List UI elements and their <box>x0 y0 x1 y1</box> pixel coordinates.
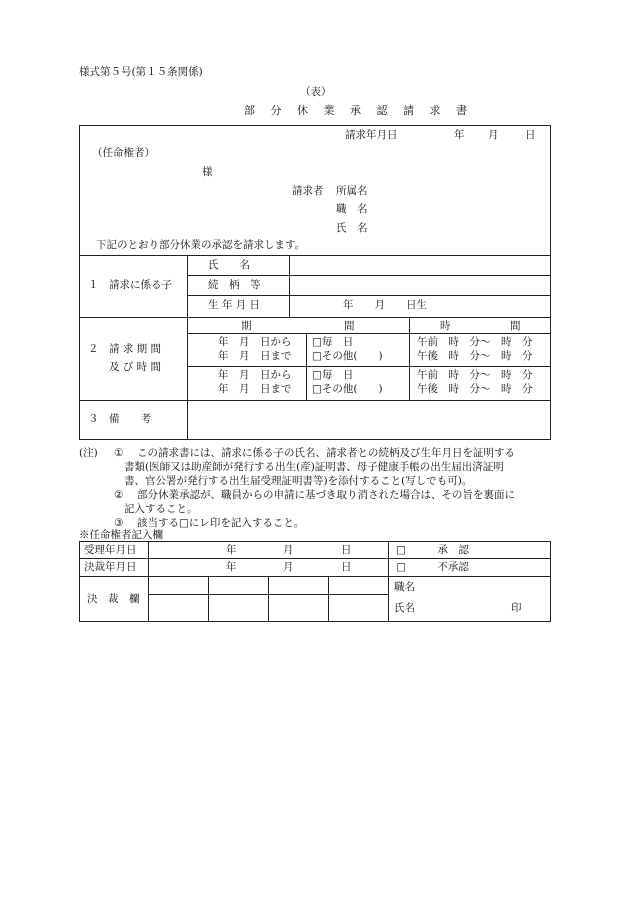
row1-until[interactable]: 年 月 日まで <box>218 350 292 362</box>
row2-am-time[interactable]: 午前 時 分～ 時 分 <box>417 369 533 381</box>
request-date-year[interactable]: 年 <box>454 129 465 141</box>
sec2-col-kan: 間 <box>344 320 355 332</box>
row1-from[interactable]: 年 月 日から <box>218 336 292 348</box>
sec1-name-label: 氏 名 <box>208 259 250 271</box>
requester-label: 請求者 <box>292 185 324 197</box>
side-label: （表） <box>300 86 332 98</box>
appointer-table <box>79 541 551 622</box>
sama-label: 様 <box>202 166 213 178</box>
sec2-col-time: 時 <box>440 320 451 332</box>
row2-pm-time[interactable]: 午後 時 分～ 時 分 <box>417 383 533 395</box>
note2-line1: 部分休業承認が、職員からの申請に基づき取り消された場合は、その旨を裏面に <box>137 489 515 501</box>
request-date-day[interactable]: 日 <box>525 129 536 141</box>
approver-name-label: 氏名 <box>394 602 415 614</box>
note2-line2: 記入すること。 <box>124 503 198 515</box>
appointer-label: （任命権者） <box>92 147 155 159</box>
note1-line1: この請求書には、請求に係る子の氏名、請求者との続柄及び生年月日を証明する <box>137 447 515 459</box>
note3-mark: ③ <box>114 517 124 529</box>
sec1-birth-value[interactable]: 年 月 日生 <box>343 299 427 311</box>
appointer-heading: ※任命権者記入欄 <box>79 529 163 541</box>
sec3-label: ３ 備 考 <box>88 413 151 425</box>
note3-line1: 該当する□にレ印を記入すること。 <box>137 517 305 529</box>
row1-pm-time[interactable]: 午後 時 分～ 時 分 <box>417 350 533 362</box>
note1-line3: 書、官公署が発行する出生届受理証明書等)を添付すること(写しでも可)。 <box>124 475 473 487</box>
request-date-month[interactable]: 月 <box>488 129 499 141</box>
form-number: 様式第５号(第１５条関係) <box>79 66 203 78</box>
decided-month[interactable]: 月 <box>283 561 294 573</box>
row1-am-time[interactable]: 午前 時 分～ 時 分 <box>417 336 533 348</box>
decided-year[interactable]: 年 <box>226 561 237 573</box>
statement-text: 下記のとおり部分休業の承認を請求します。 <box>96 239 306 251</box>
note2-mark: ② <box>114 489 124 501</box>
note1-mark: ① <box>114 447 124 459</box>
received-month[interactable]: 月 <box>283 544 294 556</box>
row1-daily-checkbox[interactable]: □毎 日 <box>312 336 354 348</box>
notes-prefix: (注) <box>79 447 98 459</box>
name-label: 氏 名 <box>336 222 368 234</box>
received-day[interactable]: 日 <box>341 544 352 556</box>
row1-other-checkbox[interactable]: □その他( ) <box>312 350 383 362</box>
row2-daily-checkbox[interactable]: □毎 日 <box>312 369 354 381</box>
received-date-label: 受理年月日 <box>84 544 137 556</box>
row2-from[interactable]: 年 月 日から <box>218 369 292 381</box>
approval-column-label: 決 裁 欄 <box>87 593 140 605</box>
sec2-col-time2: 間 <box>510 320 521 332</box>
sec2-label-2: 及 び 時 間 <box>109 361 162 373</box>
sec2-label-1: ２ 請 求 期 間 <box>88 343 162 355</box>
sec1-label: １ 請求に係る子 <box>88 279 172 291</box>
sec2-col-period: 期 <box>241 320 252 332</box>
disapprove-checkbox[interactable]: □ 不承認 <box>396 561 469 573</box>
affiliation-label: 所属名 <box>336 185 368 197</box>
note1-line2: 書類(医師又は助産師が発行する出生(産)証明書、母子健康手帳の出生届出済証明 <box>124 461 504 473</box>
request-date-label: 請求年月日 <box>345 129 398 141</box>
approve-checkbox[interactable]: □ 承 認 <box>396 544 469 556</box>
post-label: 職 名 <box>336 203 368 215</box>
row2-until[interactable]: 年 月 日まで <box>218 383 292 395</box>
seal-label: 印 <box>511 602 522 614</box>
received-year[interactable]: 年 <box>226 544 237 556</box>
decided-date-label: 決裁年月日 <box>84 561 137 573</box>
row2-other-checkbox[interactable]: □その他( ) <box>312 383 383 395</box>
sec1-birth-label: 生 年 月 日 <box>208 299 261 311</box>
decided-day[interactable]: 日 <box>341 561 352 573</box>
sec1-relation-label: 続 柄 等 <box>208 279 261 291</box>
approver-post-label: 職名 <box>394 581 415 593</box>
page-title: 部 分 休 業 承 認 請 求 書 <box>244 104 473 117</box>
